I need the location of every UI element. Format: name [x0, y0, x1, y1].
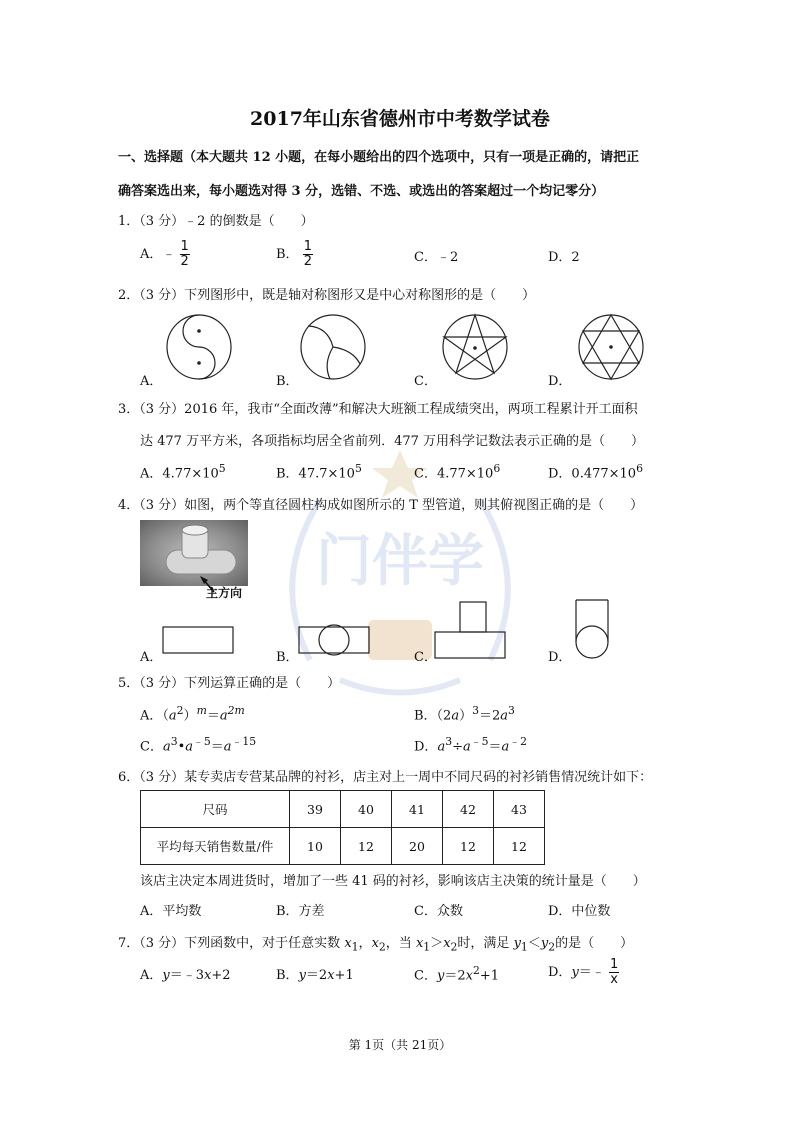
- q2-stem: 2．（3 分）下列图形中，既是轴对称图形又是中心对称图形的是（ ）: [118, 288, 536, 303]
- q7-sub2: 2: [378, 940, 386, 954]
- q7-c-tail: +1: [479, 968, 499, 984]
- q1-option-c: C．﹣2: [414, 250, 459, 265]
- yin-yang-figure: [164, 312, 234, 382]
- q7-d-y: y: [571, 965, 579, 980]
- q7-stem: [118, 932, 633, 954]
- q1-b-label: B．: [276, 247, 299, 262]
- table-cell: 12: [494, 828, 545, 865]
- q7-d-num: 1: [609, 957, 619, 972]
- q5-c-label: C．: [140, 739, 163, 755]
- q7-sub1c: 1: [520, 940, 528, 954]
- table-cell: 40: [341, 791, 392, 828]
- q7-c-expr: ＝2: [444, 968, 466, 984]
- q3-d-text: D．0.477×10: [548, 466, 637, 482]
- q3-a-exp: 5: [218, 462, 226, 475]
- q5-a-exp1: 2: [176, 704, 184, 717]
- q5-option-c: [140, 734, 256, 754]
- q3-c-exp: 6: [493, 462, 501, 475]
- q7-stem-part2: ，当: [385, 936, 416, 951]
- q6-option-b: B．方差: [276, 904, 325, 919]
- q5-a-eq: ＝: [206, 708, 220, 724]
- q4-label-a: A．: [140, 650, 163, 665]
- q1-a-den: 2: [180, 254, 189, 269]
- q7-option-c: [414, 964, 499, 983]
- section-heading-line2: 确答案选出来，每小题选对得 3 分，选错、不选、或选出的答案超过一个均记零分）: [118, 184, 605, 199]
- q7-gt: ＞: [430, 936, 444, 951]
- q5-a-label: A．（: [140, 708, 169, 724]
- table-cell: 10: [290, 828, 341, 865]
- q2-label-d: D．: [548, 374, 572, 389]
- q1-a-fraction: [180, 240, 190, 269]
- q5-option-d: [414, 734, 527, 754]
- q7-a-expr: ＝﹣3: [169, 968, 205, 983]
- q5-stem: 5．（3 分）下列运算正确的是（ ）: [118, 676, 341, 691]
- q5-c-base3: a: [223, 739, 232, 755]
- q5-a-exp2: m: [196, 704, 207, 717]
- top-view-b-figure: [298, 624, 372, 656]
- table-cell: 12: [443, 828, 494, 865]
- q7-stem-part3: 时，满足: [457, 936, 514, 951]
- q5-c-exp2: ﹣5: [193, 735, 211, 748]
- q7-sub2c: 2: [548, 940, 556, 954]
- q6-stem: 6．（3 分）某专卖店专营某品牌的衬衫，店主对上一周中不同尺码的衬衫销售情况统计如下：: [118, 770, 653, 785]
- sales-table: [140, 790, 545, 865]
- table-cell: 尺码: [141, 791, 290, 828]
- table-cell: 39: [290, 791, 341, 828]
- q5-b-eq: ＝2: [479, 708, 501, 724]
- q4-label-b: B．: [276, 650, 299, 665]
- top-view-d-figure: [572, 598, 612, 662]
- q1-b-fraction: [303, 240, 313, 269]
- q5-d-exp2: ﹣5: [470, 735, 489, 748]
- q6-option-c: C．众数: [414, 904, 463, 919]
- q5-option-b: [414, 704, 515, 723]
- q7-var-y1: y: [513, 936, 521, 951]
- q3-option-d: [548, 462, 643, 481]
- q7-option-d: [548, 958, 619, 987]
- q5-b-paren: ）: [459, 708, 473, 724]
- q5-b-rbase: a: [500, 708, 509, 724]
- q7-c-sup: 2: [472, 964, 480, 977]
- q3-b-text: B．47.7×10: [276, 466, 355, 482]
- q7-var-x1: x: [344, 936, 352, 951]
- q3-b-exp: 5: [354, 462, 362, 475]
- q1-option-a: [140, 240, 190, 269]
- q7-b-y: y: [298, 968, 306, 983]
- q7-stem-part4: 的是（ ）: [555, 936, 634, 951]
- q3-option-c: [414, 462, 500, 481]
- q3-d-exp: 6: [636, 462, 643, 475]
- section-heading-line1: 一、选择题（本大题共 12 小题，在每小题给出的四个选项中，只有一项是正确的，请把正: [118, 150, 640, 165]
- table-cell: 43: [494, 791, 545, 828]
- q1-b-num: 1: [303, 239, 312, 254]
- page-footer: 第 1页（共 21页）: [348, 1038, 452, 1052]
- q1-a-sign: ﹣: [162, 247, 176, 262]
- q7-b-x: x: [327, 968, 335, 983]
- q5-d-label: D．: [414, 739, 438, 755]
- q7-option-b: [276, 964, 354, 983]
- q5-d-base1: a: [437, 739, 446, 755]
- q7-a-label: A．: [140, 968, 163, 983]
- q3-stem-line1: 3．（3 分）2016 年，我市“全面改薄”和解决大班额工程成绩突出，两项工程累计开工面积: [118, 402, 638, 417]
- q1-stem: 1．（3 分）﹣2 的倒数是（ ）: [118, 214, 314, 229]
- q7-d-den: x: [610, 972, 618, 987]
- q7-a-y: y: [162, 968, 170, 983]
- q7-d-fraction: [609, 958, 619, 987]
- table-cell: 41: [392, 791, 443, 828]
- q7-sub1b: 1: [423, 940, 431, 954]
- q1-option-b: [276, 240, 313, 269]
- q7-stem-part1: 7．（3 分）下列函数中，对于任意实数: [118, 936, 345, 951]
- q4-label-c: C．: [414, 650, 437, 665]
- q5-b-label: B．（2: [414, 708, 452, 724]
- q7-sub1: 1: [351, 940, 359, 954]
- hexagram-circle-figure: [576, 312, 646, 382]
- q7-var-x1b: x: [415, 936, 424, 951]
- q5-c-base1: a: [162, 739, 171, 755]
- q3-c-text: C．4.77×10: [414, 466, 494, 482]
- q7-d-label: D．: [548, 965, 572, 980]
- q5-d-eq: ＝: [488, 739, 502, 755]
- table-cell: 平均每天销售数量/件: [141, 828, 290, 865]
- q7-b-label: B．: [276, 968, 299, 983]
- q2-label-c: C．: [414, 374, 437, 389]
- top-view-c-figure: [434, 600, 506, 660]
- q5-d-div: ÷: [452, 739, 463, 755]
- q5-a-exp3: 2m: [227, 704, 245, 717]
- q3-a-text: A．4.77×10: [140, 466, 219, 482]
- q5-d-base3: a: [501, 739, 510, 755]
- q1-b-den: 2: [303, 254, 312, 269]
- q5-d-exp1: 3: [445, 735, 453, 748]
- q5-b-exp2: 3: [508, 704, 515, 717]
- q2-label-a: A．: [140, 374, 163, 389]
- page-title: 2017年山东省德州市中考数学试卷: [250, 108, 550, 130]
- q5-d-exp3: ﹣2: [509, 735, 527, 748]
- q7-b-expr: ＝2: [305, 968, 328, 983]
- q5-a-base: a: [168, 708, 177, 724]
- q7-var-x2b: x: [443, 936, 451, 951]
- q1-a-num: 1: [180, 239, 189, 254]
- q4-label-d: D．: [548, 650, 572, 665]
- q6-question: 该店主决定本周进货时，增加了一些 41 码的衬衫，影响该店主决策的统计量是（ ）: [140, 874, 646, 889]
- q7-b-tail: +1: [334, 968, 354, 983]
- svg-text:门伴学: 门伴学: [316, 529, 484, 594]
- table-cell: 20: [392, 828, 443, 865]
- q5-b-exp1: 3: [472, 704, 479, 717]
- q7-a-tail: +2: [211, 968, 231, 983]
- q3-option-b: [276, 462, 362, 481]
- q5-c-eq: ＝: [210, 739, 224, 755]
- t-pipe-photo: [140, 520, 248, 586]
- q5-c-dot: •: [177, 739, 186, 755]
- q7-a-x: x: [204, 968, 212, 983]
- q3-stem-line2: 达 477 万平方米，各项指标均居全省前列．477 万用科学记数法表示正确的是（ ）: [140, 434, 645, 449]
- table-row: [141, 791, 545, 828]
- star-circle-figure: [440, 312, 510, 382]
- q7-c-label: C．: [414, 968, 437, 984]
- q1-a-label: A．: [140, 247, 163, 262]
- direction-label: 主方向: [206, 586, 243, 600]
- q5-a-rbase: a: [219, 708, 228, 724]
- q5-d-base2: a: [463, 739, 471, 755]
- q5-a-paren: ）: [183, 708, 197, 724]
- q6-option-a: A．平均数: [140, 904, 202, 919]
- q1-option-d: D．2: [548, 250, 580, 265]
- q5-b-base: a: [451, 708, 460, 724]
- q7-option-a: [140, 964, 231, 983]
- q7-d-expr: ＝﹣: [578, 965, 605, 980]
- q5-c-exp3: ﹣15: [231, 735, 257, 748]
- q7-sub2b: 2: [450, 940, 458, 954]
- table-cell: 42: [443, 791, 494, 828]
- q2-label-b: B．: [276, 374, 299, 389]
- q5-option-a: [140, 704, 245, 723]
- q4-stem: 4．（3 分）如图，两个等直径圆柱构成如图所示的 T 型管道，则其俯视图正确的是（ ）: [118, 498, 644, 513]
- three-swirl-figure: [298, 312, 368, 382]
- t-pipe-drawing: [140, 520, 248, 586]
- q5-c-base2: a: [185, 739, 194, 755]
- q7-c-y: y: [436, 968, 445, 984]
- q7-lt: ＜: [527, 936, 541, 951]
- q7-var-y2: y: [540, 936, 549, 951]
- top-view-a-figure: [162, 626, 234, 654]
- table-cell: 12: [341, 828, 392, 865]
- q6-option-d: D．中位数: [548, 904, 611, 919]
- q7-c-x: x: [465, 968, 473, 984]
- q7-var-x2: x: [371, 936, 379, 951]
- q3-option-a: [140, 462, 226, 481]
- q7-comma: ，: [358, 936, 372, 951]
- q5-c-exp1: 3: [170, 735, 178, 748]
- table-row: [141, 828, 545, 865]
